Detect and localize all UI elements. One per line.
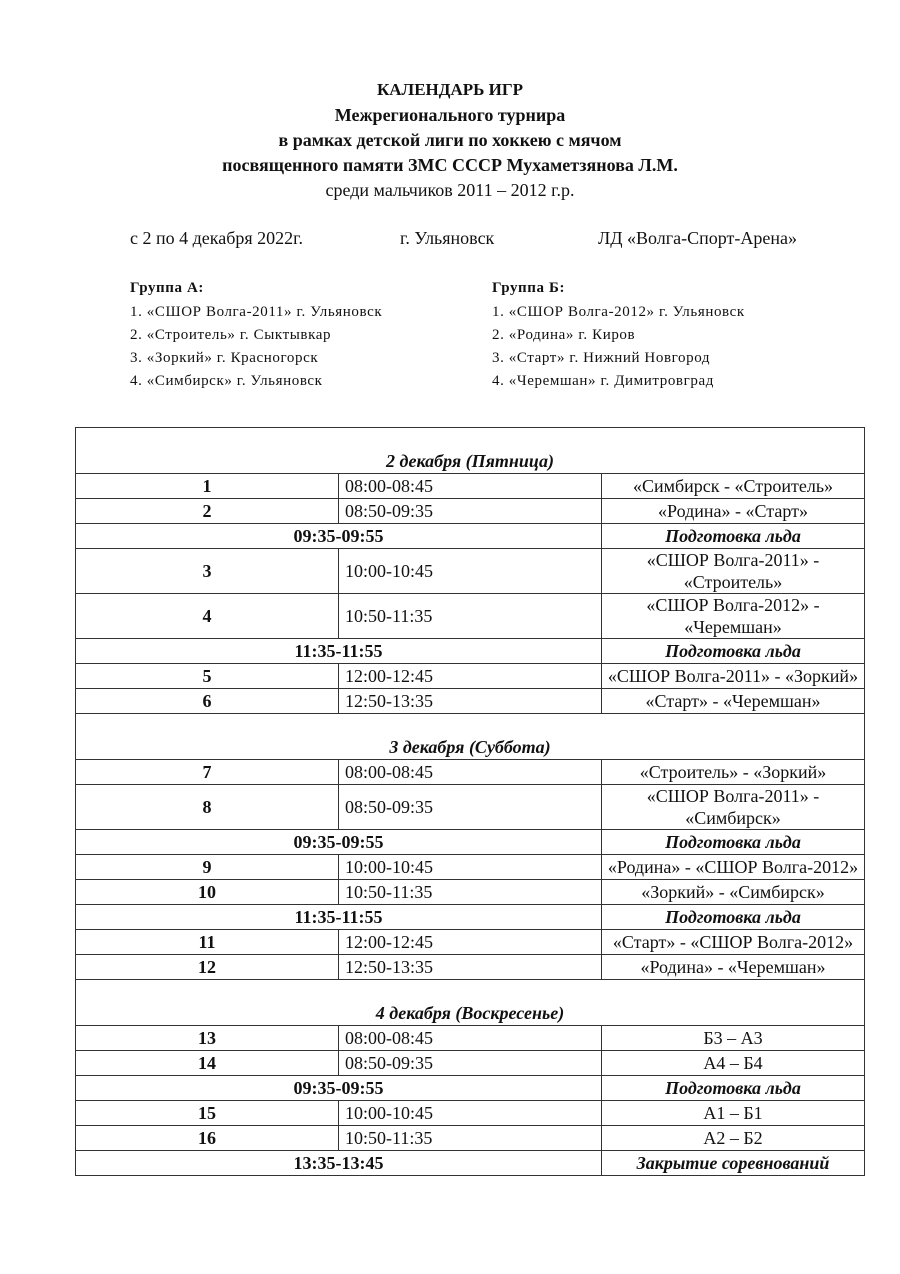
game-time: 10:50-11:35 xyxy=(339,1126,602,1151)
document-title: КАЛЕНДАРЬ ИГР xyxy=(376,80,524,99)
age-category: среди мальчиков 2011 – 2012 г.р. xyxy=(325,180,575,200)
game-number: 11 xyxy=(76,930,339,955)
break-time: 09:35-09:55 xyxy=(76,830,602,855)
game-number: 8 xyxy=(76,785,339,830)
game-match: «СШОР Волга-2012» - «Черемшан» xyxy=(602,594,865,639)
game-row xyxy=(76,855,865,880)
break-time: 09:35-09:55 xyxy=(76,524,602,549)
game-row xyxy=(76,930,865,955)
game-match: А1 – Б1 xyxy=(602,1101,865,1126)
game-number: 9 xyxy=(76,855,339,880)
game-time: 08:00-08:45 xyxy=(339,1026,602,1051)
game-match: А4 – Б4 xyxy=(602,1051,865,1076)
event-city: г. Ульяновск xyxy=(400,228,495,248)
game-time: 12:50-13:35 xyxy=(339,689,602,714)
game-number: 10 xyxy=(76,880,339,905)
game-row xyxy=(76,474,865,499)
game-match: «Родина» - «Старт» xyxy=(602,499,865,524)
group-a-team: 3. «Зоркий» г. Красногорск xyxy=(130,350,319,366)
memorial-line: посвященного памяти ЗМС СССР Мухаметзянова Л.М. xyxy=(222,155,678,175)
group-b-team: 3. «Старт» г. Нижний Новгород xyxy=(492,350,711,366)
break-row xyxy=(76,524,865,549)
break-time: 09:35-09:55 xyxy=(76,1076,602,1101)
game-row xyxy=(76,689,865,714)
day-title: 3 декабря (Суббота) xyxy=(76,714,865,760)
group-b-title: Группа Б: xyxy=(492,280,566,296)
event-dates: с 2 по 4 декабря 2022г. xyxy=(130,228,304,248)
day-header-row xyxy=(76,980,865,1026)
game-number: 6 xyxy=(76,689,339,714)
day-title: 4 декабря (Воскресенье) xyxy=(76,980,865,1026)
game-time: 08:00-08:45 xyxy=(339,474,602,499)
league-name: в рамках детской лиги по хоккею с мячом xyxy=(278,130,622,150)
game-match: Б3 – А3 xyxy=(602,1026,865,1051)
game-row xyxy=(76,1026,865,1051)
break-event: Подготовка льда xyxy=(602,1076,865,1101)
game-match: «Старт» - «СШОР Волга-2012» xyxy=(602,930,865,955)
game-row xyxy=(76,785,865,830)
game-match: «Родина» - «Черемшан» xyxy=(602,955,865,980)
game-match: «Старт» - «Черемшан» xyxy=(602,689,865,714)
game-number: 15 xyxy=(76,1101,339,1126)
game-time: 12:00-12:45 xyxy=(339,664,602,689)
tournament-name: Межрегионального турнира xyxy=(334,105,566,125)
game-row xyxy=(76,549,865,594)
game-match: «СШОР Волга-2011» - «Строитель» xyxy=(602,549,865,594)
break-event: Подготовка льда xyxy=(602,905,865,930)
group-a-title: Группа А: xyxy=(130,280,205,296)
game-row xyxy=(76,955,865,980)
game-row xyxy=(76,594,865,639)
game-time: 10:00-10:45 xyxy=(339,855,602,880)
break-time: 11:35-11:55 xyxy=(76,639,602,664)
game-time: 12:50-13:35 xyxy=(339,955,602,980)
game-time: 10:50-11:35 xyxy=(339,594,602,639)
game-row xyxy=(76,664,865,689)
group-b-team: 4. «Черемшан» г. Димитровград xyxy=(492,373,714,389)
game-number: 2 xyxy=(76,499,339,524)
break-event: Подготовка льда xyxy=(602,639,865,664)
break-row xyxy=(76,1151,865,1176)
break-row xyxy=(76,905,865,930)
game-row xyxy=(76,1126,865,1151)
break-row xyxy=(76,639,865,664)
game-match: «Симбирск - «Строитель» xyxy=(602,474,865,499)
break-event: Подготовка льда xyxy=(602,830,865,855)
game-row xyxy=(76,880,865,905)
break-event: Закрытие соревнований xyxy=(602,1151,865,1176)
game-match: «СШОР Волга-2011» - «Зоркий» xyxy=(602,664,865,689)
game-time: 10:00-10:45 xyxy=(339,549,602,594)
schedule-table xyxy=(75,427,865,1176)
group-b-team: 1. «СШОР Волга-2012» г. Ульяновск xyxy=(492,304,745,320)
game-number: 14 xyxy=(76,1051,339,1076)
game-number: 5 xyxy=(76,664,339,689)
game-time: 08:00-08:45 xyxy=(339,760,602,785)
game-number: 3 xyxy=(76,549,339,594)
break-row xyxy=(76,1076,865,1101)
day-title: 2 декабря (Пятница) xyxy=(76,428,865,474)
game-time: 10:00-10:45 xyxy=(339,1101,602,1126)
game-row xyxy=(76,1051,865,1076)
game-time: 08:50-09:35 xyxy=(339,1051,602,1076)
game-time: 12:00-12:45 xyxy=(339,930,602,955)
day-header-row xyxy=(76,714,865,760)
game-time: 08:50-09:35 xyxy=(339,499,602,524)
break-time: 11:35-11:55 xyxy=(76,905,602,930)
group-b xyxy=(492,278,745,393)
game-time: 08:50-09:35 xyxy=(339,785,602,830)
group-a-team: 1. «СШОР Волга-2011» г. Ульяновск xyxy=(130,304,383,320)
game-match: А2 – Б2 xyxy=(602,1126,865,1151)
group-a xyxy=(130,278,382,393)
day-header-row xyxy=(76,428,865,474)
event-venue: ЛД «Волга-Спорт-Арена» xyxy=(598,228,797,248)
game-row xyxy=(76,1101,865,1126)
game-number: 16 xyxy=(76,1126,339,1151)
game-number: 7 xyxy=(76,760,339,785)
break-event: Подготовка льда xyxy=(602,524,865,549)
game-match: «Зоркий» - «Симбирск» xyxy=(602,880,865,905)
game-number: 4 xyxy=(76,594,339,639)
game-row xyxy=(76,760,865,785)
game-time: 10:50-11:35 xyxy=(339,880,602,905)
game-number: 1 xyxy=(76,474,339,499)
break-row xyxy=(76,830,865,855)
group-a-team: 2. «Строитель» г. Сыктывкар xyxy=(130,327,332,343)
game-match: «Строитель» - «Зоркий» xyxy=(602,760,865,785)
break-time: 13:35-13:45 xyxy=(76,1151,602,1176)
game-number: 12 xyxy=(76,955,339,980)
game-number: 13 xyxy=(76,1026,339,1051)
game-match: «СШОР Волга-2011» - «Симбирск» xyxy=(602,785,865,830)
game-row xyxy=(76,499,865,524)
game-match: «Родина» - «СШОР Волга-2012» xyxy=(602,855,865,880)
group-a-team: 4. «Симбирск» г. Ульяновск xyxy=(130,373,323,389)
group-b-team: 2. «Родина» г. Киров xyxy=(492,327,636,343)
